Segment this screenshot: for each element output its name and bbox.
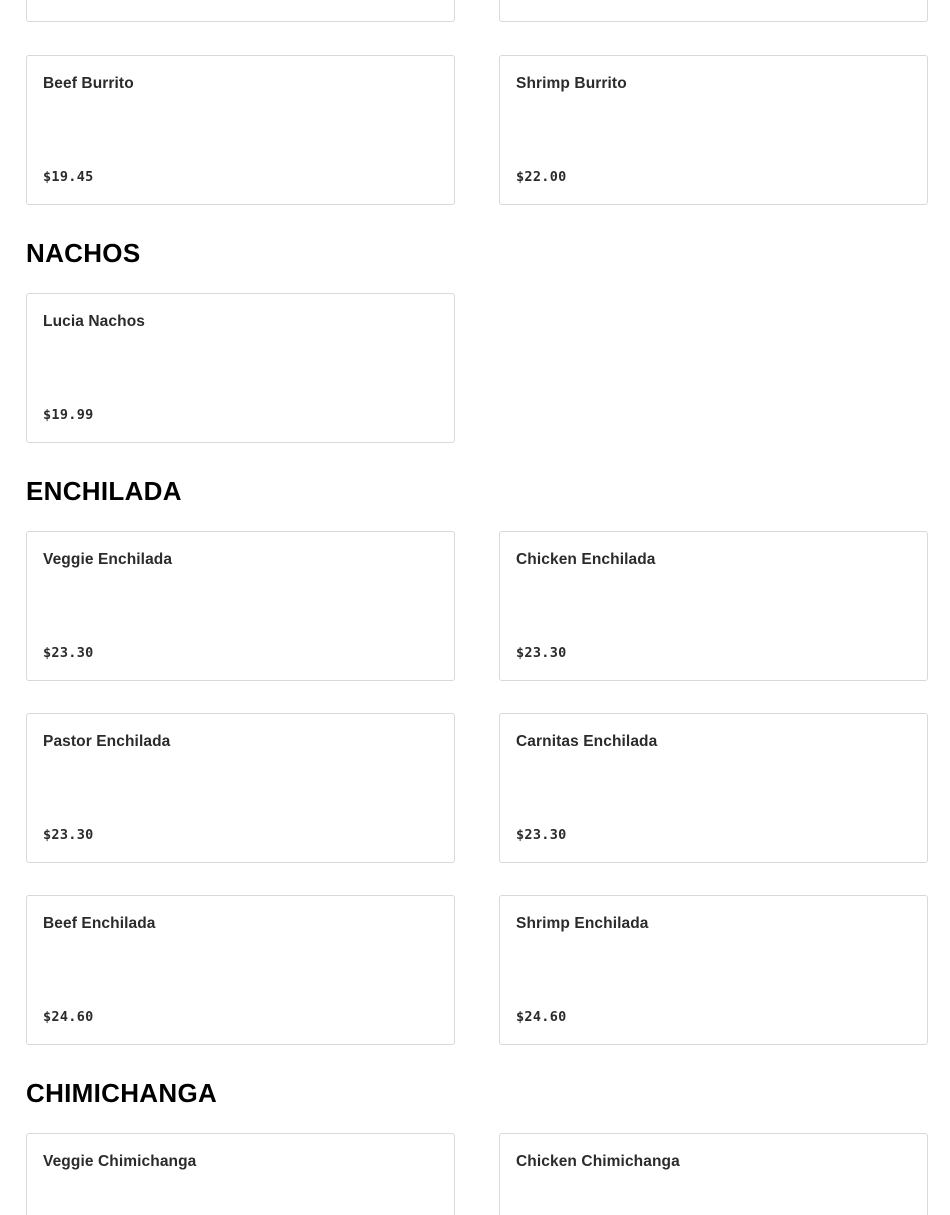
menu-item-card-partial[interactable]	[499, 0, 928, 22]
item-name: Chicken Chimichanga	[516, 1153, 680, 1170]
item-price: $22.00	[516, 169, 567, 185]
item-price: $23.30	[43, 827, 94, 843]
menu-item-card-chicken-enchilada[interactable]	[499, 531, 928, 681]
item-price: $23.30	[516, 645, 567, 661]
menu-item-card-lucia-nachos[interactable]	[26, 293, 455, 443]
menu-item-card-carnitas-enchilada[interactable]	[499, 713, 928, 863]
item-name: Chicken Enchilada	[516, 551, 656, 568]
section-title-enchilada: ENCHILADA	[26, 476, 182, 506]
item-price: $23.30	[43, 645, 94, 661]
item-price: $19.99	[43, 407, 94, 423]
menu-item-card-beef-burrito[interactable]	[26, 55, 455, 205]
item-name: Veggie Enchilada	[43, 551, 173, 568]
section-title-nachos: NACHOS	[26, 238, 141, 268]
menu-item-card-partial[interactable]	[26, 0, 455, 22]
item-price: $24.60	[43, 1009, 94, 1025]
item-name: Lucia Nachos	[43, 313, 145, 330]
item-name: Shrimp Burrito	[516, 75, 627, 92]
item-name: Beef Enchilada	[43, 915, 156, 932]
item-price: $23.30	[516, 827, 567, 843]
menu-item-card-chicken-chimichanga[interactable]	[499, 1133, 928, 1215]
menu-item-card-shrimp-burrito[interactable]	[499, 55, 928, 205]
menu-item-card-veggie-chimichanga[interactable]	[26, 1133, 455, 1215]
item-name: Pastor Enchilada	[43, 733, 171, 750]
menu-item-card-beef-enchilada[interactable]	[26, 895, 455, 1045]
menu-item-card-veggie-enchilada[interactable]	[26, 531, 455, 681]
item-name: Veggie Chimichanga	[43, 1153, 197, 1170]
item-name: Carnitas Enchilada	[516, 733, 658, 750]
item-price: $24.60	[516, 1009, 567, 1025]
item-name: Beef Burrito	[43, 75, 134, 92]
item-name: Shrimp Enchilada	[516, 915, 649, 932]
menu-item-card-pastor-enchilada[interactable]	[26, 713, 455, 863]
menu-item-card-shrimp-enchilada[interactable]	[499, 895, 928, 1045]
item-price: $19.45	[43, 169, 94, 185]
section-title-chimichanga: CHIMICHANGA	[26, 1078, 218, 1108]
